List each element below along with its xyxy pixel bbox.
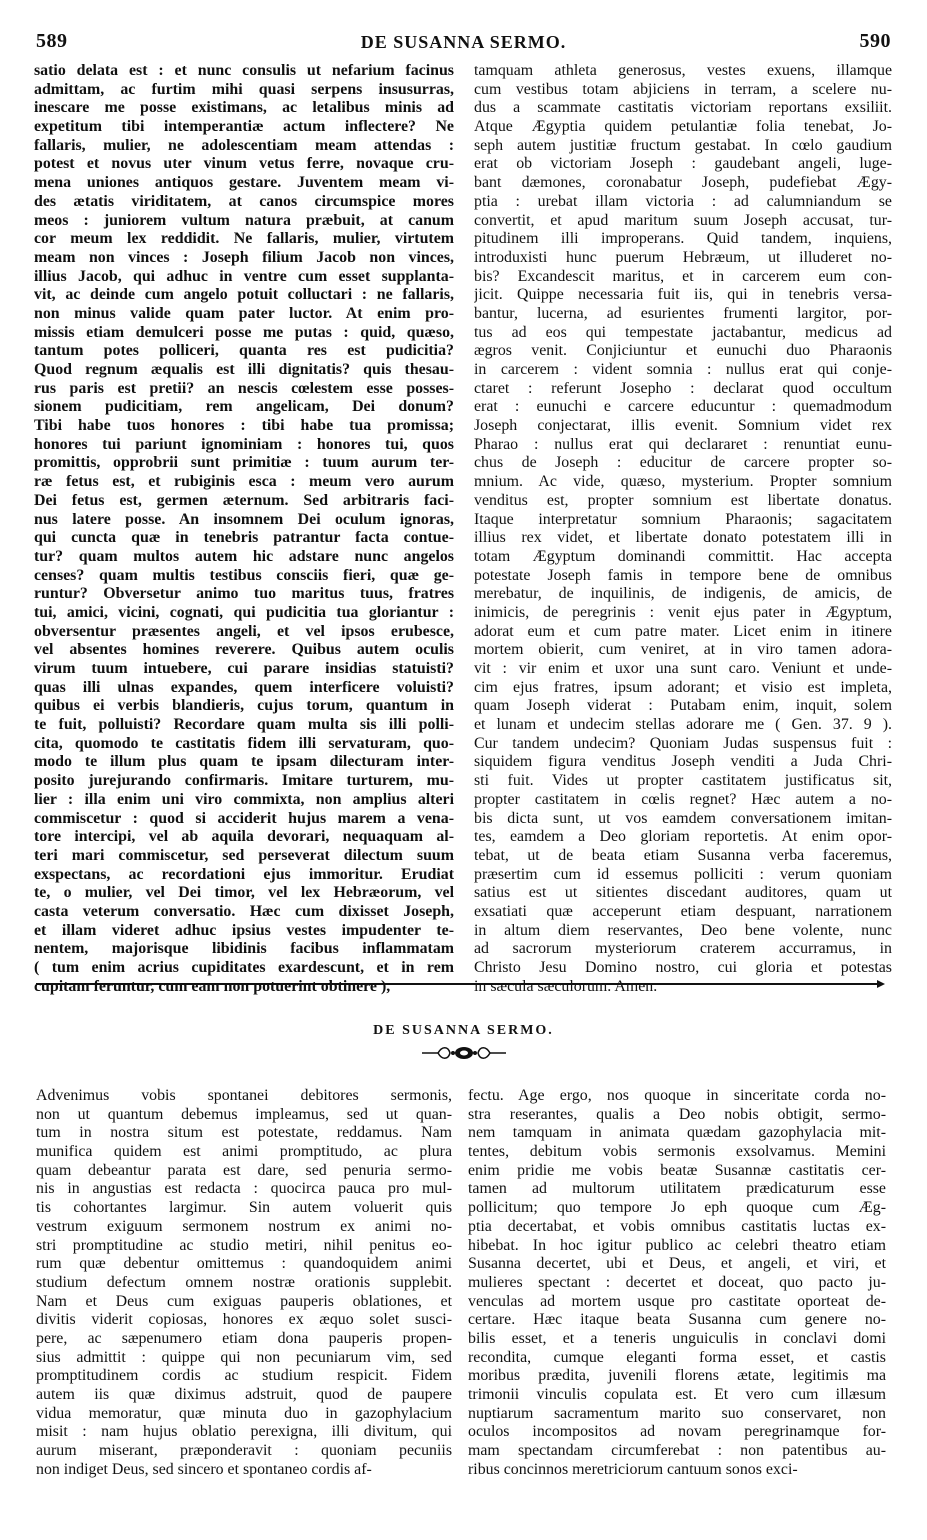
text-line: pitudinem illi improperans. Quid tandem, inquiens, — [474, 230, 892, 248]
text-line: jicit. Quippe necessaria fuit iis, qui in tenebris versa- — [474, 286, 892, 304]
text-line: cupitam feruntur, cum eam non potuerint obtinere ), — [34, 977, 391, 995]
running-title: DE SUSANNA SERMO. — [360, 32, 567, 52]
text-line: quas illi ulnas expandes, quem interficere voluisti? — [34, 678, 454, 696]
left-page-number: 589 — [36, 30, 68, 52]
text-line: posito jurejurando confirmaris. Imitare turturem, mu- — [34, 772, 454, 790]
text-line: ptia : urebat illam victoria : ad calumniandum se — [474, 192, 892, 210]
top-right-column — [474, 62, 892, 996]
text-line: rum quæ debentur omittemus : quandoquidem animi — [36, 1255, 452, 1273]
text-line: Christo Jesu Domino nostro, cui gloria et potestas — [474, 959, 892, 976]
text-line: quam Joseph viderat : Putabam enim, inquit, solem — [474, 697, 892, 715]
text-line: exsatiati quæ acceperunt etiam despuant, narrationem — [474, 902, 892, 920]
text-line: cor meum lex reddidit. Ne fallaris, mulier, virtutem — [34, 230, 454, 248]
section-divider — [36, 983, 879, 985]
text-line: commiscetur : quod si acciderit hujus marem a vena- — [34, 809, 454, 827]
text-line: admittam, ac furtim mihi quasi serpens insusurras, — [34, 80, 454, 98]
text-line: venditus est, propter somnium est libertate donatus. — [474, 491, 892, 509]
bottom-left-column — [36, 1087, 452, 1479]
text-line: tes, eamdem a Deo gloriam reportetis. At enim opor- — [474, 828, 892, 846]
text-line: mena uniones antiquos gestare. Juventem meam vi- — [34, 174, 454, 192]
text-line: Tibi habe tuos honores : tibi habe tua promissa; — [34, 417, 454, 435]
text-line: sius admittit : quippe qui non pecuniarum vim, sed — [36, 1348, 452, 1366]
text-line: meam non vinces : Joseph filium Jacob non vinces, — [34, 248, 454, 266]
text-line: Cur tandem undecim? Quoniam Judas suspensus fuit : — [474, 734, 892, 752]
text-line: fectu. Age ergo, nos quoque in sinceritate corda no- — [468, 1087, 886, 1104]
text-line: tis cohortantes largimur. Sin autem voluerit quis — [36, 1199, 452, 1217]
text-line: satius est ut sitientes discedant auditores, quam ut — [474, 884, 892, 902]
section-title: DE SUSANNA SERMO. — [373, 1023, 554, 1038]
text-line: Susanna decertet, ubi et Deus, et angeli, et viri, et — [468, 1255, 886, 1273]
text-line: recondita, cumque eleganti forma esset, et castis — [468, 1348, 886, 1366]
text-line: potest et novus uter vinum vetus ferre, novaque cru- — [34, 155, 454, 173]
text-line: Nam et Deus cum exiguas pauperis oblationes, et — [36, 1292, 452, 1310]
text-line: propter castitatem in cœlis regnet? Hæc autem a no- — [474, 790, 892, 808]
text-line: pere, ac sæpenumero etiam dona pauperis propen- — [36, 1329, 452, 1347]
text-line: inimicis, de peregrinis : venit ejus pater in Ægyptum, — [474, 603, 892, 621]
text-line: convertit, et apud maritum suum Joseph accusat, tur- — [474, 211, 892, 229]
text-line: tui, amici, vicini, cognati, qui pudicitia tua gloriantur : — [34, 603, 454, 621]
text-line: tur? quam multos autem hic adstare nunc angelos — [34, 547, 454, 565]
text-line: bilis esset, et a teneris unguiculis in conclavi domi — [468, 1329, 886, 1347]
text-line: exspectans, ac recordationi ejus immoritur. Erudiat — [34, 865, 454, 883]
text-line: honores tui pariunt ignominiam : honores tui, quos — [34, 435, 454, 453]
text-line: Dei fetus est, germen æternum. Sed arbitraris faci- — [34, 491, 454, 509]
text-line: runtur? Obversetur animo tuo maritus tuus, fratres — [34, 585, 454, 603]
text-line: vit, ac deinde cum angelo potuit colluctari : ne fallaris, — [34, 286, 454, 304]
text-line: Atque Ægyptia quidem petulantiæ folia tenebat, Jo- — [474, 118, 892, 136]
text-line: nentem, majorisque libidinis facibus inflammatam — [34, 940, 454, 958]
text-line: des ætatis viriditatem, at canos circumspice mores — [34, 192, 454, 210]
text-line: nis in angustias est redacta : quocirca pauca pro mul- — [36, 1180, 452, 1198]
text-line: siquidem figura venditus Joseph venditi a Juda Chri- — [474, 753, 892, 771]
text-line: vel absentes homines reverere. Quibus autem oculis — [34, 641, 454, 659]
text-line: sti fuit. Vides ut propter castitatem justificatus sit, — [474, 772, 892, 790]
text-line: enim pridie me vobis beatæ Susannæ castitatis cer- — [468, 1161, 886, 1179]
text-line: illius rex videt, et libertate donato potestatem illi in — [474, 529, 892, 547]
text-line: te, o mulier, vel Dei timor, vel lex Hebræorum, vel — [34, 884, 454, 902]
text-line: mulieres spectant : decertet et doceat, quo pacto ju- — [468, 1273, 886, 1291]
text-line: erat : eunuchi e carcere educuntur : quemadmodum — [474, 398, 892, 416]
ornament-icon — [420, 1043, 508, 1063]
text-line: te fuit, polluisti? Recordare quam multa sis illi polli- — [34, 716, 454, 734]
top-left-column — [34, 62, 454, 996]
text-line: fallaris, mulier, ne adolescentiam meam attendas : — [34, 136, 454, 154]
text-line: lier : illa enim uni viro commixta, non amplius alteri — [34, 790, 454, 808]
text-line: meos : juniorem vultum natura præbuit, at canum — [34, 211, 454, 229]
text-line: satio delata est : et nunc consulis ut nefarium facinus — [34, 62, 454, 79]
text-line: vestrum exiguum sermonem nostrum ex animi no- — [36, 1217, 452, 1235]
text-line: nus latere posse. An insomnem Dei oculum ignoras, — [34, 510, 454, 528]
text-line: quibus ei verbis blandieris, cujus torum, quantum in — [34, 697, 454, 715]
text-line: hibebat. In hoc igitur publico ac celebri theatro etiam — [468, 1236, 886, 1254]
bottom-right-column — [468, 1087, 886, 1479]
text-line: missis etiam demulceri posse me putas : quid, quæso, — [34, 323, 454, 341]
text-line: qui cuncta quæ in tenebris patrantur facta contue- — [34, 529, 454, 547]
text-line: expetitum tibi intemperantiæ actum inflectere? Ne — [34, 118, 454, 136]
text-line: cum vestibus totam abjiciens in terram, a scelere nu- — [474, 80, 892, 98]
text-line: casta veterum conversatio. Hæc cum dixisset Joseph, — [34, 902, 454, 920]
text-line: non indiget Deus, sed sincero et spontaneo cordis af- — [36, 1460, 372, 1478]
text-line: vidua memoratur, quæ minuta duo in gazophylacium — [36, 1404, 452, 1422]
text-line: seph autem justitiæ fructum gestabat. In cœlo gaudium — [474, 136, 892, 154]
text-line: virum tuum intuebere, cui parare insidias statuisti? — [34, 660, 454, 677]
text-line: ægros venit. Conjiciuntur et eunuchi duo Pharaonis — [474, 342, 892, 360]
text-line: vit : vir enim et uxor una sunt caro. Veniunt et unde- — [474, 660, 892, 677]
text-line: bis? Excandescit maritus, et in carcerem eum con- — [474, 267, 892, 285]
text-line: rus paris est pretii? an nescis cœlestem esse posses- — [34, 379, 454, 397]
text-line: Joseph conjectarat, illis evenit. Somnium videt rex — [474, 417, 892, 435]
text-line: oculos incompositos ad novam peregrinamque for- — [468, 1423, 886, 1441]
text-line: non ut quantum debemus impleamus, sed ut quan- — [36, 1105, 452, 1123]
text-line: tus ad eos qui tempestate jactabantur, medicus ad — [474, 323, 892, 341]
text-line: Quod regnum æqualis est illi dignitatis? quis thesau- — [34, 361, 454, 378]
text-line: modo te illum plus quam te ipsam dilecturam inter- — [34, 753, 454, 771]
text-line: divitis viderit copiosas, honores ex æquo solet susci- — [36, 1311, 452, 1329]
text-line: Advenimus vobis spontanei debitores sermonis, — [36, 1087, 452, 1104]
text-line: erat ob victoriam Joseph : gaudebant angeli, luge- — [474, 155, 892, 173]
text-line: venculas ad mortem usque pro castitate oporteat de- — [468, 1292, 886, 1310]
text-line: introduxisti hunc puerum Hebræum, ut illuderet no- — [474, 248, 892, 266]
text-line: pollicitum; quo tempore Jo eph quoque cum Æg- — [468, 1199, 886, 1217]
text-line: tantum potes polliceri, quanta res est pudicitia? — [34, 342, 454, 360]
text-line: non minus valide quam pater luctor. At enim pro- — [34, 304, 454, 322]
text-line: tebat, ut de beata etiam Susanna verba faceremus, — [474, 846, 892, 864]
right-page-number: 590 — [859, 30, 891, 52]
text-line: cita, quomodo te castitatis fidem illi servaturam, quo- — [34, 734, 454, 752]
text-line: stra reserantes, qualis a Deo nobis obtigit, sermo- — [468, 1105, 886, 1123]
text-line: aurum miserant, præponderavit : quoniam pecuniis — [36, 1442, 452, 1460]
text-line: mortem obierit, cum veniret, at in viro tamen adora- — [474, 641, 892, 659]
text-line: mnium. Ac vide, quæso, mysterium. Propter somnium — [474, 473, 892, 491]
text-line: dus a scammate castitatis victoriam reportans exsiliit. — [474, 99, 892, 117]
text-line: et illam videret adhuc ipsius vestes impudenter te- — [34, 921, 454, 939]
text-line: ræ fetus est, et rubiginis esca : meum vero aurum — [34, 473, 454, 491]
text-line: ptia decertabat, et vobis omnibus castitatis luctas ex- — [468, 1217, 886, 1235]
text-line: in sæcula sæculorum. Amen. — [474, 977, 658, 995]
text-line: chus de Joseph : educitur de carcere propter so- — [474, 454, 892, 472]
text-line: munifica quidem est animi promptitudo, ac plura — [36, 1143, 452, 1161]
text-line: promittis, opprobrii sunt primitiæ : tuum aurum ter- — [34, 454, 454, 472]
text-line: illius Jacob, qui adhuc in ventre cum esset supplanta- — [34, 267, 454, 285]
text-line: totam Ægyptum dominandi committit. Hac accepta — [474, 547, 892, 565]
text-line: trimonii vinculis copulata est. Et vero cum illæsum — [468, 1386, 886, 1403]
text-line: nuptiarum sacramentum marito suo conservaret, non — [468, 1404, 886, 1422]
text-line: Pharao : nullus erat qui declararet : renuntiat eunu- — [474, 435, 892, 453]
text-line: promptitudinem cordis ac studium respicit. Fidem — [36, 1367, 452, 1385]
text-line: misit : nam hujus oblatio perexigna, illi divitum, qui — [36, 1423, 452, 1441]
text-line: ad sacrorum mysteriorum craterem accurramus, in — [474, 940, 892, 958]
text-line: cim ejus fratres, ipsum adorant; et visio est impleta, — [474, 678, 892, 696]
text-line: bant dæmones, coronabatur Joseph, pudefiebat Ægy- — [474, 174, 892, 192]
text-line: tum in nostra situm est potestate, reddamus. Nam — [36, 1124, 452, 1142]
text-line: tore intercipi, vel ab aquila devorari, nequaquam al- — [34, 828, 454, 846]
text-line: censes? quam multis testibus consciis fieri, quæ ge- — [34, 566, 454, 584]
text-line: potestate Joseph famis in tempore bene de omnibus — [474, 566, 892, 584]
running-head — [36, 30, 891, 60]
text-line: Itaque interpretatur somnium Pharaonis; sagacitatem — [474, 510, 892, 528]
text-line: sionem pudicitiam, rem angelicam, Dei donum? — [34, 398, 454, 416]
text-line: obversentur præsentes angeli, et vel ipsos erubesce, — [34, 622, 454, 640]
text-line: in altum diem reservantes, Deo bene volente, nunc — [474, 921, 892, 939]
text-line: adorat eum et cum patre mater. Licet enim in itinere — [474, 622, 892, 640]
text-line: certare. Hæc itaque beata Susanna cum genere no- — [468, 1311, 886, 1329]
text-line: nem tamquam in animata quædam gazophylacia mit- — [468, 1124, 886, 1142]
text-line: tamquam athleta generosus, vestes exuens, illamque — [474, 62, 892, 79]
text-line: in carcerem : vident somnia : nullus erat qui conje- — [474, 361, 892, 378]
text-line: ( tum enim acrius cupiditates exardescunt, et in rem — [34, 959, 454, 976]
text-line: stri promptitudine ac studio metiri, nihil penitus eo- — [36, 1236, 452, 1254]
text-line: teri mari commiscetur, sed perseverat dilectum suum — [34, 846, 454, 864]
text-line: tamen ad multorum utilitatem prædicaturum esse — [468, 1180, 886, 1198]
text-line: præsertim cum id essemus polliciti : verum quoniam — [474, 865, 892, 883]
text-line: bis dicta sunt, ut vos eamdem conversationem imitan- — [474, 809, 892, 827]
text-line: inescare me posse existimans, ac letalibus minis ad — [34, 99, 454, 117]
text-line: tentes, debitum vobis sermonis exsolvamus. Memini — [468, 1143, 886, 1161]
text-line: ctaret : referunt Josepho : declarat quod occultum — [474, 379, 892, 397]
text-line: et lunam et undecim stellas adorare me ( Gen. 37. 9 ). — [474, 716, 892, 734]
text-line: ribus concinnos meretriciorum cantuum sonos exci- — [468, 1460, 798, 1478]
text-line: moribus prædita, juvenili florens ætate, legitimis ma — [468, 1367, 886, 1385]
text-line: autem iis quæ diximus adstruit, quod de paupere — [36, 1386, 452, 1403]
text-line: bantur, lucerna, ad esurientes frumenti largitor, por- — [474, 304, 892, 322]
text-line: quam debeantur parata est dare, sed penuria sermo- — [36, 1161, 452, 1179]
text-line: mam spectandam circumferebat : non patentibus au- — [468, 1442, 886, 1460]
text-line: merebatur, de inquilinis, de indigenis, de amicis, de — [474, 585, 892, 603]
text-line: studium defectum omnem nostræ orationis supplebit. — [36, 1273, 452, 1291]
